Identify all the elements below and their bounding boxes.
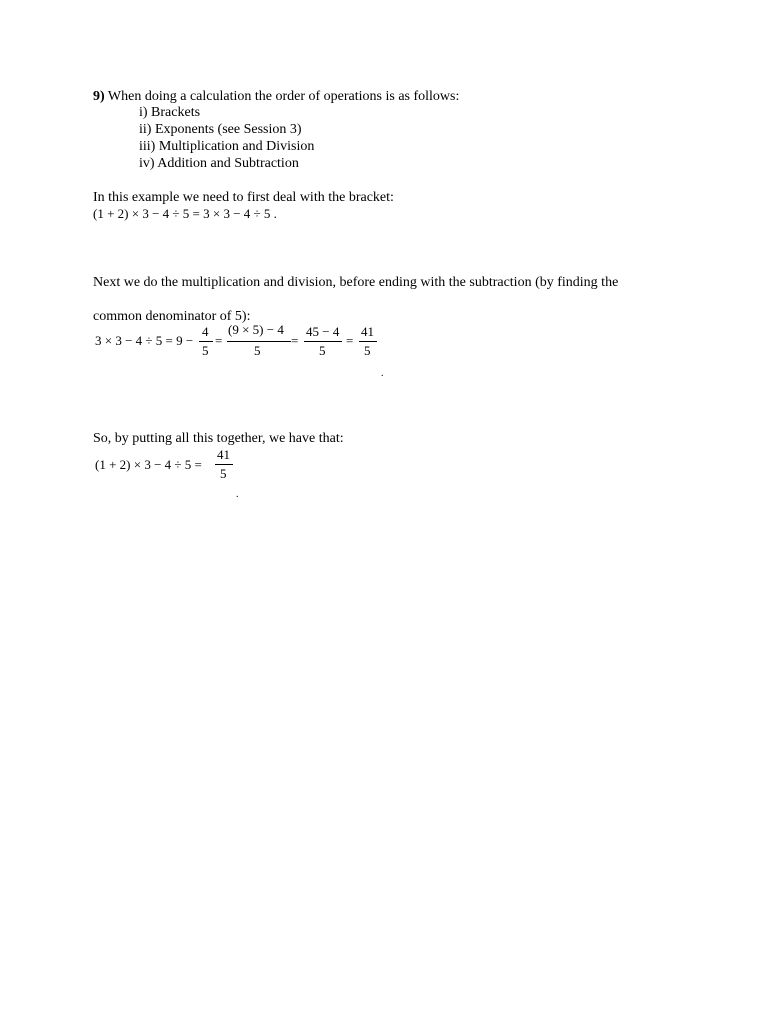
fraction-4-numerator: 41	[361, 324, 374, 339]
fraction-2-numerator: (9 × 5) − 4	[228, 322, 284, 337]
multiply-equation	[93, 322, 393, 362]
step-exponents: ii) Exponents (see Session 3)	[139, 122, 302, 137]
summary-equation-lhs: (1 + 2) × 3 − 4 ÷ 5 =	[95, 457, 202, 472]
fraction-4-denominator: 5	[364, 343, 371, 358]
equals-sign-1: =	[215, 333, 223, 348]
fraction-2-bar	[227, 341, 291, 342]
step-multiplication-division: iii) Multiplication and Division	[139, 139, 315, 154]
step-addition-subtraction: iv) Addition and Subtraction	[139, 156, 299, 171]
bracket-section-text: In this example we need to first deal with the bracket:	[93, 190, 394, 205]
summary-section-text: So, by putting all this together, we have that:	[93, 431, 344, 446]
multiply-section-text-1: Next we do the multiplication and division, before ending with the subtraction (by finding the	[93, 275, 619, 290]
step-brackets: i) Brackets	[139, 105, 201, 120]
fraction-1-bar	[199, 341, 213, 342]
equals-sign-2: =	[291, 333, 299, 348]
stray-mark-2: .	[236, 489, 239, 500]
bracket-equation: (1 + 2) × 3 − 4 ÷ 5 = 3 × 3 − 4 ÷ 5 .	[93, 206, 277, 221]
fraction-3-denominator: 5	[319, 343, 326, 358]
question-intro-line	[93, 89, 459, 105]
fraction-3-bar	[304, 341, 342, 342]
summary-fraction-denominator: 5	[220, 466, 227, 481]
fraction-3-numerator: 45 − 4	[306, 324, 340, 339]
question-intro: When doing a calculation the order of operations is as follows:	[107, 89, 460, 104]
summary-fraction-numerator: 41	[217, 447, 230, 462]
multiply-section-text-2: common denominator of 5):	[93, 309, 251, 324]
fraction-1-numerator: 4	[202, 324, 209, 339]
multiply-equation-lhs: 3 × 3 − 4 ÷ 5 = 9 −	[95, 333, 194, 348]
summary-equation	[93, 446, 253, 486]
summary-fraction-bar	[215, 464, 233, 465]
stray-mark: .	[381, 368, 384, 379]
fraction-1-denominator: 5	[202, 343, 209, 358]
fraction-4-bar	[359, 341, 377, 342]
equals-sign-3: =	[346, 333, 354, 348]
fraction-2-denominator: 5	[254, 343, 261, 358]
question-number: 9)	[93, 89, 105, 104]
